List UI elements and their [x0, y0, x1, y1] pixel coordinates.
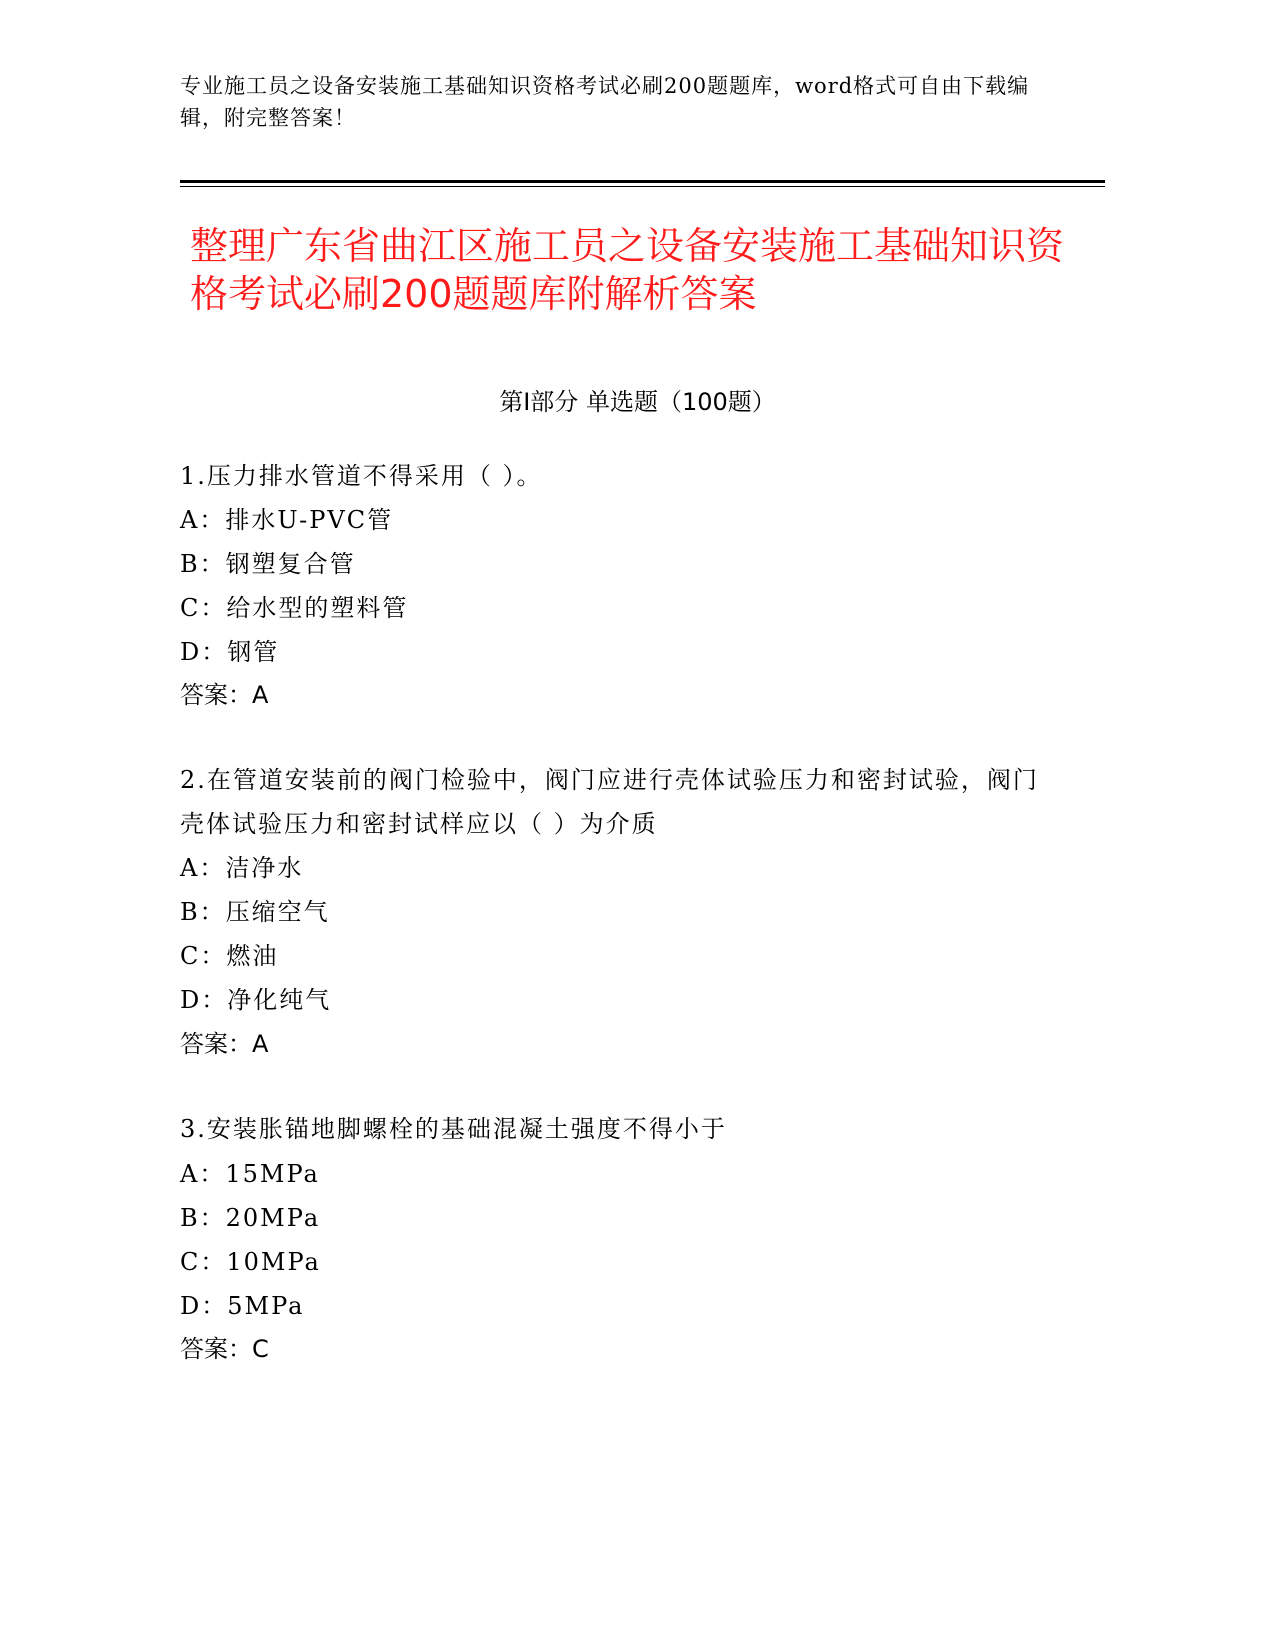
question-2-option-a: A：洁净水 — [180, 854, 304, 882]
question-1-option-c: C：给水型的塑料管 — [180, 594, 409, 622]
question-1-option-b: B：钢塑复合管 — [180, 550, 356, 578]
question-3-option-b: B：20MPa — [180, 1204, 321, 1232]
question-2-text: 2.在管道安装前的阀门检验中，阀门应进行壳体试验压力和密封试验，阀门壳体试验压力和密封试样应以（ ）为介质 — [180, 766, 1039, 838]
header-divider-thick — [180, 180, 1105, 183]
question-2-option-d: D：净化纯气 — [180, 986, 332, 1014]
question-1-text: 1.压力排水管道不得采用（ ）。 — [180, 462, 543, 490]
question-3-answer: 答案：C — [180, 1335, 269, 1363]
question-1-answer: 答案：A — [180, 681, 269, 709]
question-3-text: 3.安装胀锚地脚螺栓的基础混凝土强度不得小于 — [180, 1115, 727, 1143]
question-2-option-c: C：燃油 — [180, 942, 279, 970]
header-note: 专业施工员之设备安装施工基础知识资格考试必刷200题题库，word格式可自由下载编辑，附完整答案！ — [180, 74, 1030, 130]
question-1-option-a: A：排水U-PVC管 — [180, 506, 394, 534]
header-divider-thin — [180, 186, 1105, 187]
section-title: 第Ⅰ部分 单选题（100题） — [499, 388, 776, 416]
question-3-option-c: C：10MPa — [180, 1248, 321, 1276]
question-3-option-d: D：5MPa — [180, 1292, 305, 1320]
question-3-option-a: A：15MPa — [180, 1160, 320, 1188]
question-1-option-d: D：钢管 — [180, 638, 280, 666]
question-2-option-b: B：压缩空气 — [180, 898, 330, 926]
document-title: 整理广东省曲江区施工员之设备安装施工基础知识资格考试必刷200题题库附解析答案 — [190, 224, 1065, 316]
question-2-answer: 答案：A — [180, 1030, 269, 1058]
